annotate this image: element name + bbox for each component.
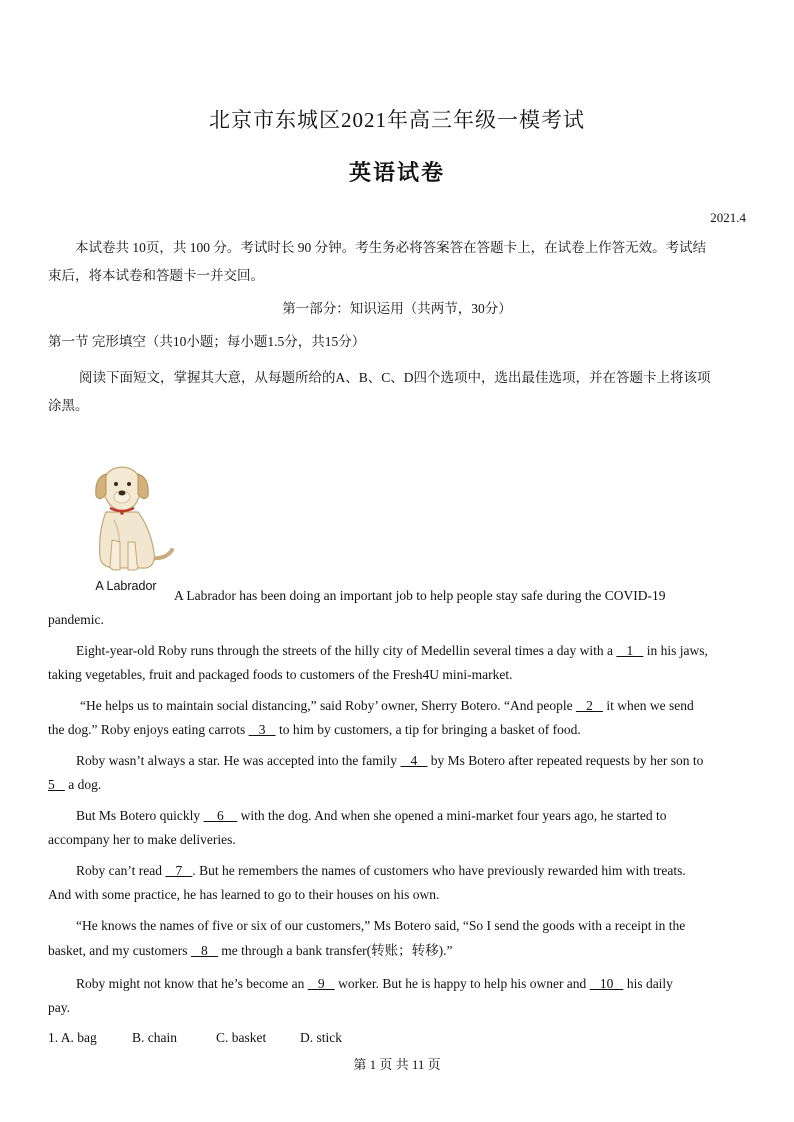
passage-text: Roby might not know that he’s become an [76,976,308,991]
passage-line [76,803,667,828]
passage-text: his daily [623,976,673,991]
passage-line: pandemic. [48,612,104,627]
blank-8: 8 [190,943,218,958]
instructions-line-2: 束后，将本试卷和答题卡一并交回。 [48,268,264,283]
blank-5: 5 [48,777,65,792]
passage-text: worker. But he is happy to help his owner and [334,976,590,991]
passage-line: “He knows the names of five or six of our customers,” Ms Botero said, “So I send the goods with a receipt in the [76,918,686,933]
blank-9: 9 [307,976,335,991]
passage-line: taking vegetables, fruit and packaged foods to customers of the Fresh4U mini-market. [48,667,513,682]
labrador-dog-icon [76,462,176,574]
passage-line: And with some practice, he has learned to go to their houses on his own. [48,887,440,902]
passage-line: A Labrador has been doing an important job to help people stay safe during the COVID-19 [174,588,666,603]
passage-text: me through a bank transfer(转账；转移).” [217,943,453,958]
blank-10: 10 [589,976,624,991]
passage-text: “He helps us to maintain social distancing,” said Roby’ owner, Sherry Botero. “And people [80,698,576,713]
passage-text: . But he remembers the names of customers who have previously rewarded him with treats. [192,863,686,878]
passage-text: Roby can’t read [76,863,166,878]
passage-text: it when we send [602,698,694,713]
passage-line: accompany her to make deliveries. [48,832,236,847]
passage-text: But Ms Botero quickly [76,808,204,823]
question-1-option-d: D. stick [300,1030,342,1045]
passage-line [80,693,694,718]
question-1-option-a: 1. A. bag [48,1030,97,1045]
passage-line [48,717,581,742]
blank-7: 7 [165,863,193,878]
passage-text: by Ms Botero after repeated requests by her son to [427,753,704,768]
passage-line [76,858,686,883]
question-1-option-c: C. basket [216,1030,267,1045]
question-1-option-b: B. chain [132,1030,177,1045]
passage-text: with the dog. And when she opened a mini-market four years ago, he started to [237,808,667,823]
passage-line [48,772,101,797]
passage-text: a dog. [64,777,102,792]
section1-heading: 第一节 完形填空（共10小题；每小题1.5分，共15分） [48,334,366,349]
passage-text: the dog.” Roby enjoys eating carrots [48,722,249,737]
exam-date: 2021.4 [710,210,746,225]
page-footer: 第 1 页 共 11 页 [353,1057,441,1072]
image-caption: A Labrador [95,579,157,593]
exam-title: 北京市东城区2021年高三年级一模考试 [209,108,585,132]
passage-text: basket, and my customers [48,943,191,958]
passage-line: pay. [48,1000,70,1015]
passage-line [76,971,673,996]
passage-line [76,748,703,773]
passage-text: Roby wasn’t always a star. He was accepted into the family [76,753,401,768]
passage-line [48,938,453,963]
part1-heading: 第一部分：知识运用（共两节，30分） [282,301,512,316]
labrador-illustration [74,462,178,593]
blank-4: 4 [400,753,428,768]
passage-line [76,638,708,663]
blank-6: 6 [203,808,238,823]
passage-text: to him by customers, a tip for bringing a basket of food. [275,722,581,737]
directions-line-1: 阅读下面短文，掌握其大意，从每题所给的A、B、C、D四个选项中，选出最佳选项，并在答题卡上将该项 [79,370,711,385]
instructions-line-1: 本试卷共 10页，共 100 分。考试时长 90 分钟。考生务必将答案答在答题卡上，在试卷上作答无效。考试结 [75,240,707,255]
blank-3: 3 [248,722,276,737]
passage-text: Eight-year-old Roby runs through the streets of the hilly city of Medellin several times a day with a [76,643,617,658]
passage-text: in his jaws, [643,643,708,658]
directions-line-2: 涂黑。 [48,398,89,413]
blank-2: 2 [575,698,603,713]
exam-subtitle: 英语试卷 [348,160,445,185]
blank-1: 1 [616,643,644,658]
